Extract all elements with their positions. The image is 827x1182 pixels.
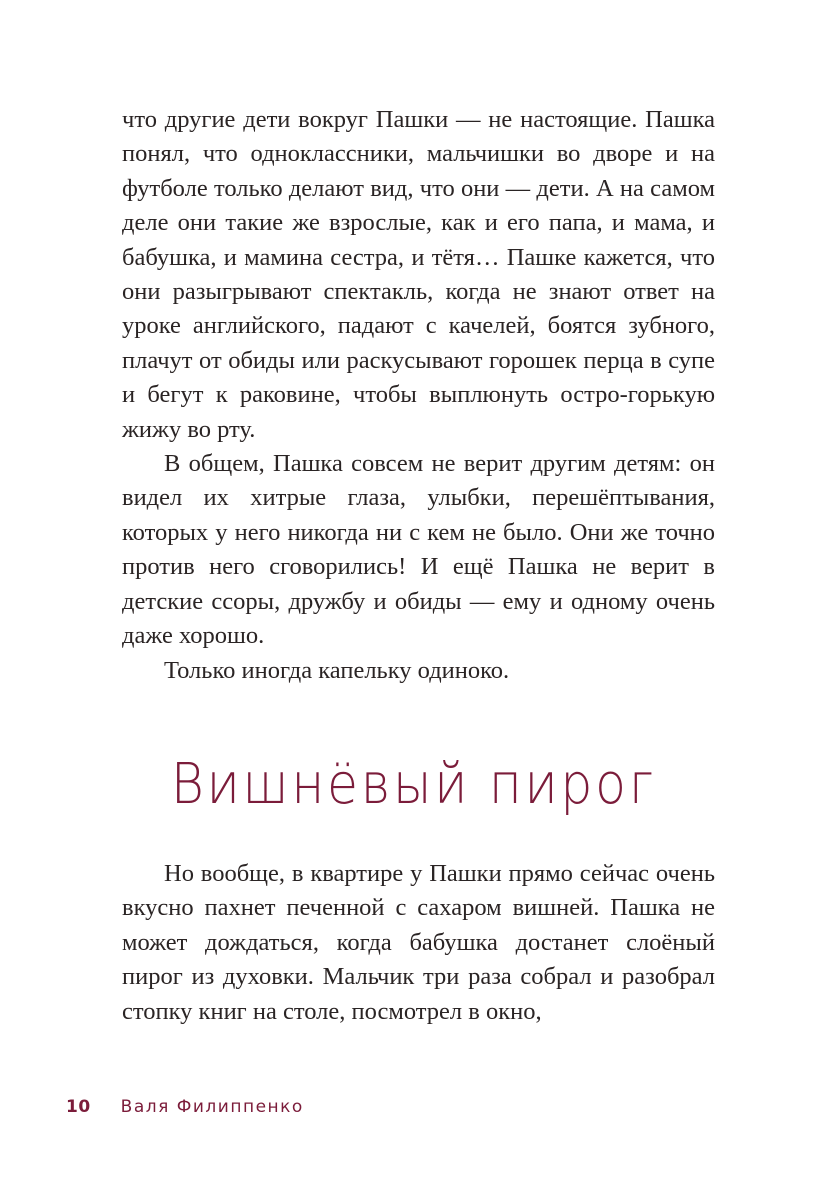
page-number: 10 (66, 1097, 91, 1117)
page-footer (66, 1097, 304, 1117)
paragraph: В общем, Пашка совсем не верит другим детям: он видел их хитрые глаза, улыбки, перешёптывания, которых у него никогда ни с кем не было. Они же точно против него сговорились! И ещё Пашка не верит в детские ссоры, дружбу и обиды — ему и одному очень даже хорошо. (122, 450, 715, 650)
paragraph-continuation: что другие дети вокруг Пашки — не настоящие. Пашка понял, что одноклассники, мальчишки во дворе и на футболе только делают вид, что они — дети. А на самом деле они такие же взрослые, как и его папа, и мама, и бабушка, и мамина сестра, и тётя… Пашке кажется, что они разыгрывают спектакль, когда не знают ответ на уроке английского, падают с качелей, боятся зубного, плачут от обиды или раскусывают горошек перца в супе и бегут к раковине, чтобы выплюнуть остро-горькую жижу во рту. (122, 106, 715, 443)
body-text-before-chapter (122, 103, 715, 688)
paragraph: Но вообще, в квартире у Пашки прямо сейчас очень вкусно пахнет печенной с сахаром вишней. Пашка не может дождаться, когда бабушка достанет слоёный пирог из духовки. Мальчик три раза собрал и разобрал стопку книг на столе, посмотрел в окно, (122, 860, 715, 1025)
author-name: Валя Филиппенко (120, 1097, 304, 1117)
chapter-title: Вишнёвый пирог (170, 752, 657, 817)
paragraph: Только иногда капельку одиноко. (164, 656, 510, 684)
body-text-after-chapter (122, 857, 715, 1029)
